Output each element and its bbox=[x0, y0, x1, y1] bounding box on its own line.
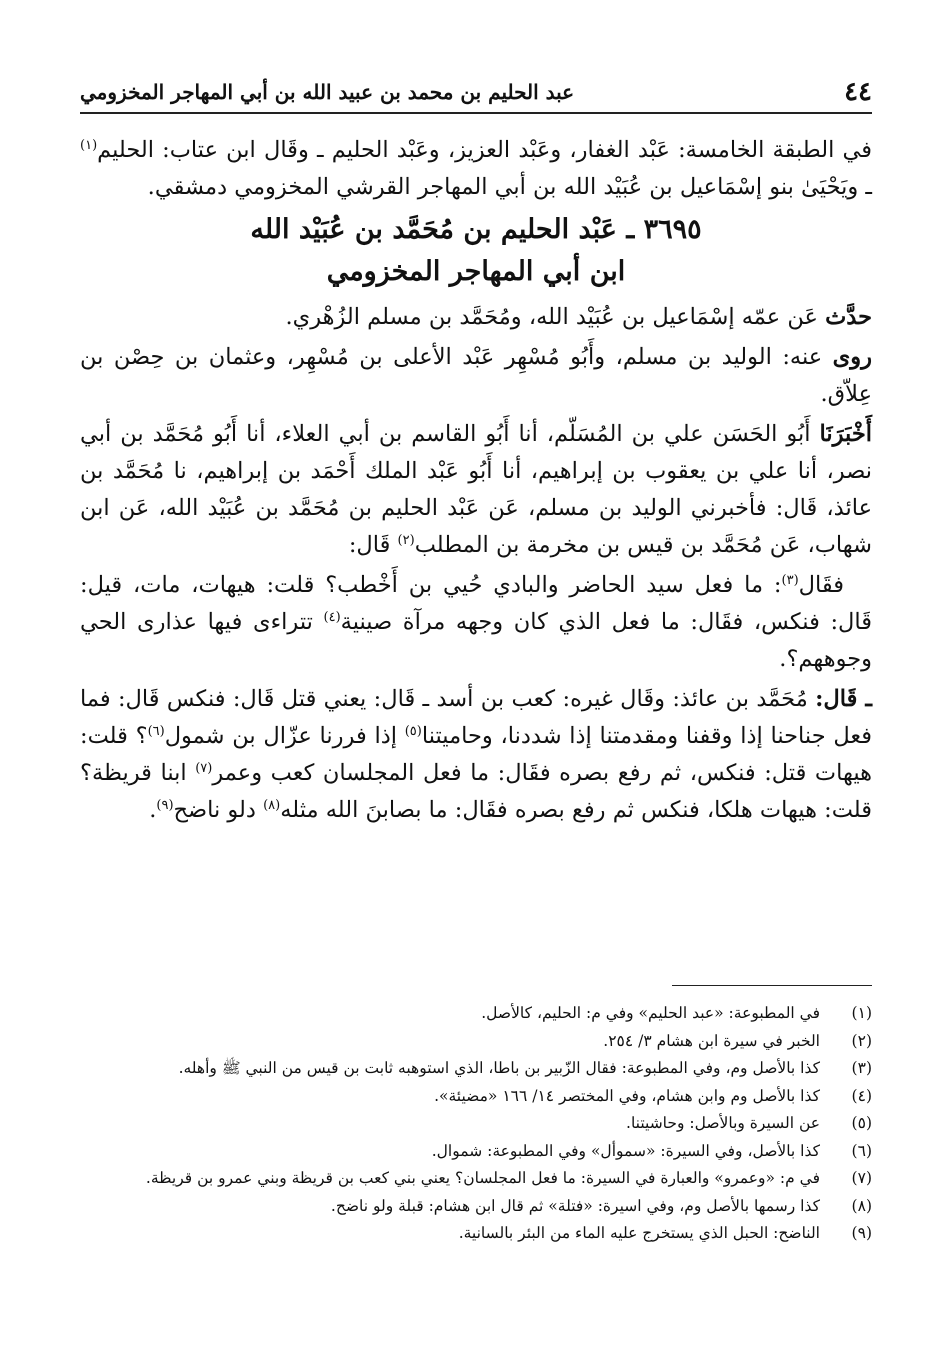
footnote-divider bbox=[672, 985, 872, 986]
footnote-ref: (٧) bbox=[195, 761, 213, 776]
footnote-number: (٧) bbox=[851, 1169, 872, 1187]
footnote-ref: (٤) bbox=[323, 610, 341, 625]
footnote bbox=[70, 1055, 872, 1083]
footnote-ref: (٥) bbox=[404, 724, 422, 739]
footnote-ref: (٢) bbox=[397, 533, 415, 548]
paragraph bbox=[80, 416, 872, 564]
text-run: قَال: bbox=[348, 532, 398, 558]
footnote-text: في المطبوعة: «عبد الحليم» وفي م: الحليم، كالأصل. bbox=[481, 1004, 820, 1022]
text-run: : ما فعل سيد الحاضر والبادي حُيي بن أَخْطب؟ قلت: هيهات، مات، قيل: قَال: فنكس، فقَال: ما فعل الذي كان وجهه مرآة صينية bbox=[80, 572, 872, 635]
paragraph bbox=[80, 567, 872, 678]
footnote bbox=[70, 1083, 872, 1111]
paragraph bbox=[80, 132, 872, 206]
footnote bbox=[70, 1165, 872, 1193]
footnote-number: (٤) bbox=[851, 1086, 872, 1105]
lead-word: حدَّث bbox=[825, 304, 872, 330]
footnote-ref: (٨) bbox=[263, 798, 281, 813]
footnote bbox=[70, 1110, 872, 1138]
lead-word: أَخْبَرَنَا bbox=[819, 421, 872, 447]
footnote-number: (٨) bbox=[851, 1196, 872, 1215]
paragraph bbox=[80, 681, 872, 829]
footnote-ref: (٣) bbox=[781, 573, 799, 588]
text-run: فقَال bbox=[798, 572, 844, 598]
footnote bbox=[70, 1193, 872, 1221]
footnote-text: في م: «وعمرو» والعبارة في السيرة: ما فعل المجلسان؟ يعني بني كعب بن قريظة وبني عمرو بن قريظة. bbox=[145, 1169, 820, 1187]
text-run: ـ ويَحْيَىٰ بنو إسْمَاعيل بن عُبَيْد الله بن أبي المهاجر القرشي المخزومي دمشقي. bbox=[147, 174, 872, 200]
footnote-text: كذا رسمها بالأصل وم، وفي اسيرة: «فتلة» ثم قال ابن هشام: قبلة ولو ناضح. bbox=[330, 1196, 820, 1215]
text-run: عَن عمّه إسْمَاعيل بن عُبَيْد الله، ومُحَمَّد بن مسلم الزُهْري. bbox=[285, 304, 826, 330]
footnote bbox=[70, 1000, 872, 1028]
footnote bbox=[70, 1028, 872, 1056]
footnote-text: الناضح: الحبل الذي يستخرج عليه الماء من البئر بالسانية. bbox=[458, 1224, 820, 1242]
running-title: عبد الحليم بن محمد بن عبيد الله بن أبي المهاجر المخزومي bbox=[80, 80, 575, 104]
footnote-number: (٢) bbox=[851, 1031, 872, 1050]
lead-word: روى bbox=[832, 344, 872, 370]
lead-word: ـ قَال: bbox=[815, 686, 872, 712]
footnote-number: (٦) bbox=[851, 1141, 872, 1160]
footnotes bbox=[70, 1000, 872, 1248]
footnote bbox=[70, 1138, 872, 1166]
footnote-text: كذا بالأصل، وفي السيرة: «سموأل» وفي المطبوعة: شموال. bbox=[431, 1141, 820, 1160]
footnote-text: عن السيرة وبالأصل: وحاشيتنا. bbox=[626, 1114, 820, 1132]
text-run: مُحَمَّد بن عائذ: وقَال غيره: كعب بن أسد ـ قَال: يعني قتل قَال: فنكس قَال: فما فعل جناحنا إذا وقفنا ومقدمتنا إذا شددنا، وحاميتنا bbox=[80, 686, 872, 749]
text-run: تتراءى فيها عذارى الحي وجوههم؟. bbox=[80, 609, 872, 672]
footnote-text: كذا بالأصل وم وابن هشام، وفي المختصر ١٤/ ١٦٦ «مضيئة». bbox=[434, 1086, 820, 1105]
paragraph bbox=[80, 339, 872, 413]
footnote bbox=[70, 1220, 872, 1248]
footnote-ref: (٦) bbox=[147, 724, 165, 739]
entry-heading-line: ابن أبي المهاجر المخزومي bbox=[326, 256, 626, 287]
text-run: عنه: الوليد بن مسلم، وأَبُو مُسْهِر عَبْد الأعلى بن مُسْهِر، وعثمان بن حِصْن بن عِلاّق. bbox=[80, 344, 872, 407]
footnote-ref: (٩) bbox=[156, 798, 174, 813]
footnote-number: (٥) bbox=[851, 1114, 872, 1132]
text-run: أَبُو الحَسَن علي بن المُسَلّم، أنا أَبُو القاسم بن أبي العلاء، أنا أَبُو مُحَمَّد بن أبي نصر، أنا علي بن يعقوب بن إبراهيم، أنا أَبُو عَبْد الملك أَحْمَد بن إبراهيم، نا مُحَمَّد بن عائذ، قَال: فأخبرني الوليد بن مسلم، عَن عَبْد الحليم بن مُحَمَّد بن عُبَيْد الله، عَن ابن شهاب، عَن مُحَمَّد بن قيس بن مخرمة بن المطلب bbox=[80, 421, 872, 558]
footnote-number: (٩) bbox=[851, 1224, 872, 1242]
footnote-number: (٣) bbox=[851, 1059, 872, 1077]
page-number: ٤٤ bbox=[844, 77, 872, 107]
footnote-text: الخبر في سيرة ابن هشام ٣/ ٢٥٤. bbox=[603, 1031, 820, 1050]
main-text bbox=[80, 132, 872, 832]
page-header bbox=[80, 72, 872, 114]
footnote-text: كذا بالأصل وم، وفي المطبوعة: فقال الزّبير بن باطا، الذي استوهبه ثابت بن قيس من النبي ﷺ وأهله. bbox=[178, 1059, 820, 1077]
entry-heading bbox=[80, 209, 872, 293]
entry-heading-line: ٣٦٩٥ ـ عَبْد الحليم بن مُحَمَّد بن عُبَيْد الله bbox=[250, 214, 702, 245]
text-run: . bbox=[149, 797, 157, 823]
paragraph bbox=[80, 299, 872, 336]
text-run: إذا فررنا عزّال بن شمول bbox=[164, 723, 405, 749]
text-run: ابنا قريظة؟ قلت: هيهات هلكا، فنكس ثم رفع بصره فقَال: ما بصابنَ الله مثله bbox=[80, 760, 872, 823]
text-run: في الطبقة الخامسة: عَبْد الغفار، وعَبْد العزيز، وعَبْد الحليم ـ وقَال ابن عتاب: الحليم bbox=[97, 137, 872, 163]
text-run: ؟ قلت: هيهات قتل: فنكس، ثم رفع بصره فقَال: ما فعل المجلسان كعب وعمر bbox=[80, 723, 872, 786]
footnote-number: (١) bbox=[851, 1004, 872, 1022]
footnote-ref: (١) bbox=[80, 138, 98, 153]
text-run: دلو ناضح bbox=[173, 797, 264, 823]
